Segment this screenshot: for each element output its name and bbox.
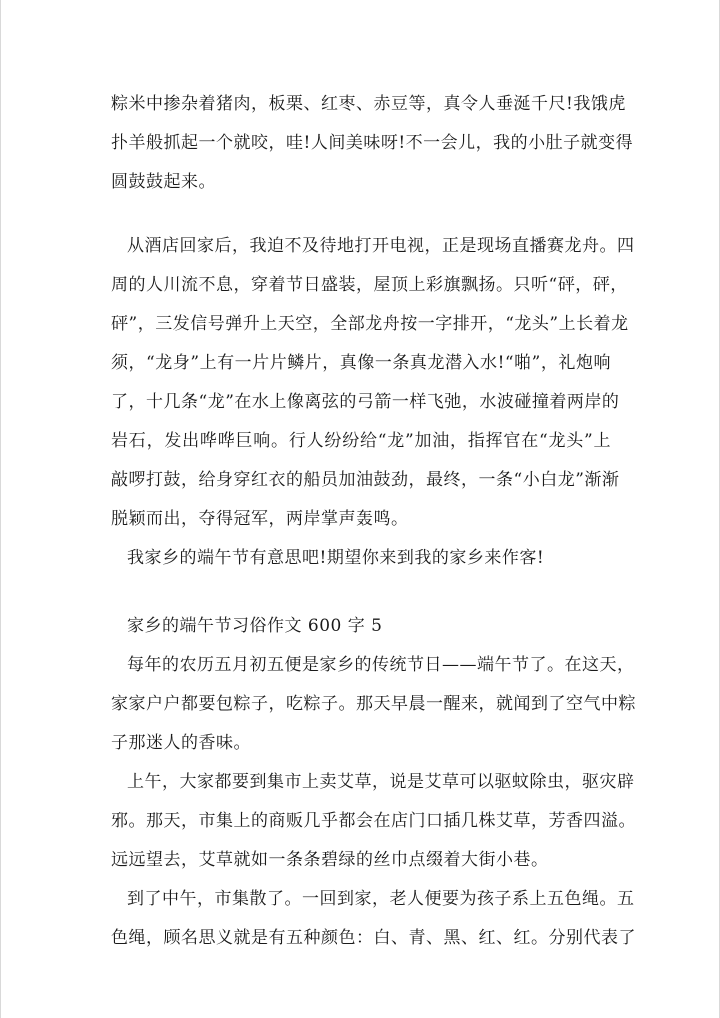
text-line: 岩石，发出哗哗巨响。行人纷纷给“龙”加油，指挥官在“龙头”上 xyxy=(111,431,611,451)
text-line: 远远望去，艾草就如一条条碧绿的丝巾点缀着大街小巷。 xyxy=(111,850,549,870)
text-line: 敲啰打鼓，给身穿红衣的船员加油鼓劲，最终，一条“小白龙”渐渐 xyxy=(111,470,620,490)
paragraph-start-line: 每年的农历五月初五便是家乡的传统节日——端午节了。在这天， xyxy=(127,655,635,675)
text-line: 邪。那天，市集上的商贩几乎都会在店门口插几株艾草，芳香四溢。 xyxy=(111,811,636,831)
text-line: 须，“龙身”上有一片片鳞片，真像一条真龙潜入水!“啪”，礼炮响 xyxy=(111,353,611,373)
paragraph-start-line: 我家乡的端午节有意思吧!期望你来到我的家乡来作客! xyxy=(127,548,545,568)
text-line: 色绳，顾名思义就是有五种颜色：白、青、黑、红、红。分别代表了 xyxy=(111,928,636,948)
paragraph-start-line: 到了中午，市集散了。一回到家，老人便要为孩子系上五色绳。五 xyxy=(127,889,635,909)
text-line: 了，十几条“龙”在水上像离弦的弓箭一样飞弛，水波碰撞着两岸的 xyxy=(111,392,620,412)
paragraph-start-line: 上午，大家都要到集市上卖艾草，说是艾草可以驱蚊除虫，驱灾辟 xyxy=(127,772,635,792)
text-line: 家家户户都要包粽子，吃粽子。那天早晨一醒来，就闻到了空气中粽 xyxy=(111,694,636,714)
text-line: 周的人川流不息，穿着节日盛装，屋顶上彩旗飘扬。只听“砰，砰， xyxy=(111,275,628,295)
text-line: 扑羊般抓起一个就咬，哇!人间美味呀!不一会儿，我的小肚子就变得 xyxy=(111,133,634,153)
section-heading: 家乡的端午节习俗作文 600 字 5 xyxy=(127,616,383,636)
text-line: 脱颖而出，夺得冠军，两岸掌声轰鸣。 xyxy=(111,509,409,529)
text-line: 子那迷人的香味。 xyxy=(111,733,251,753)
paragraph-start-line: 从酒店回家后，我迫不及待地打开电视，正是现场直播赛龙舟。四 xyxy=(127,236,635,256)
text-line: 圆鼓鼓起来。 xyxy=(111,172,216,192)
text-line: 粽米中掺杂着猪肉，板栗、红枣、赤豆等，真令人垂涎千尺!我饿虎 xyxy=(111,94,626,114)
text-line: 砰”，三发信号弹升上天空，全部龙舟按一字排开，“龙头”上长着龙 xyxy=(111,314,629,334)
